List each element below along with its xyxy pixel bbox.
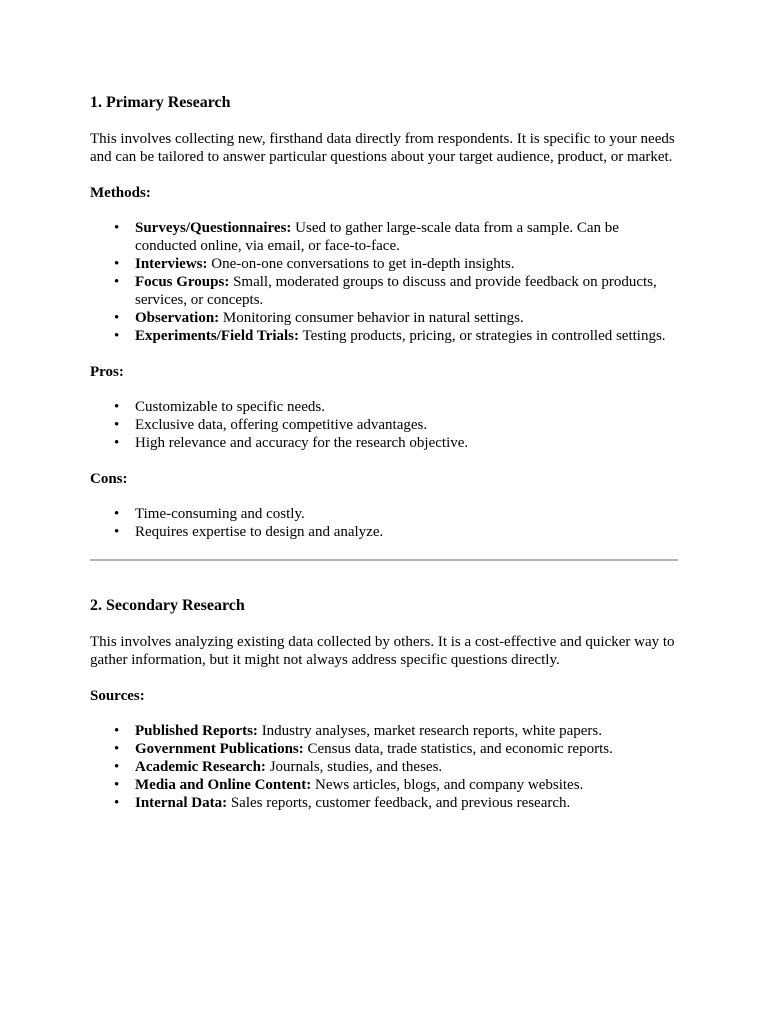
list-item [135, 219, 678, 255]
section-divider [90, 559, 678, 561]
item-lead: Academic Research: [135, 759, 266, 775]
list-item [135, 740, 678, 758]
methods-label: Methods: [90, 185, 151, 201]
item-lead: Surveys/Questionnaires: [135, 220, 292, 236]
list-item [135, 776, 678, 794]
item-lead: Focus Groups: [135, 274, 230, 290]
list-item [135, 255, 678, 273]
methods-list [90, 219, 678, 345]
item-text: Industry analyses, market research reports, white papers. [257, 723, 602, 739]
item-lead: Observation: [135, 310, 220, 326]
item-text: Testing products, pricing, or strategies in controlled settings. [299, 328, 666, 344]
list-item: • Requires expertise to design and analyze. [135, 523, 678, 541]
item-text: Small, moderated groups to discuss and provide feedback on products, services, or concepts. [135, 274, 657, 308]
list-item: • High relevance and accuracy for the research objective. [135, 434, 678, 452]
item-lead: Media and Online Content: [135, 777, 312, 793]
list-item: • Exclusive data, offering competitive advantages. [135, 416, 678, 434]
list-item: • Time-consuming and costly. [135, 505, 678, 523]
item-text: Census data, trade statistics, and economic reports. [303, 741, 613, 757]
sources-list [90, 722, 678, 812]
list-item [135, 758, 678, 776]
item-text: Journals, studies, and theses. [265, 759, 443, 775]
list-item [135, 273, 678, 309]
list-item [135, 794, 678, 812]
item-lead: Interviews: [135, 256, 208, 272]
list-item [135, 309, 678, 327]
item-text: Monitoring consumer behavior in natural settings. [219, 310, 524, 326]
item-lead: Internal Data: [135, 795, 228, 811]
section-1-heading: 1. Primary Research [90, 94, 231, 111]
cons-list [90, 505, 678, 541]
sources-label: Sources: [90, 688, 145, 704]
list-item [135, 722, 678, 740]
item-text: Used to gather large-scale data from a sample. Can be conducted online, via email, or face-to-face. [135, 220, 619, 254]
item-text: Sales reports, customer feedback, and previous research. [227, 795, 571, 811]
section-2-heading: 2. Secondary Research [90, 597, 245, 614]
pros-label: Pros: [90, 364, 124, 380]
item-lead: Government Publications: [135, 741, 304, 757]
list-item: • Customizable to specific needs. [135, 398, 678, 416]
item-lead: Published Reports: [135, 723, 258, 739]
pros-list [90, 398, 678, 452]
item-lead: Experiments/Field Trials: [135, 328, 300, 344]
list-item [135, 327, 678, 345]
section-1-intro: This involves collecting new, firsthand data directly from respondents. It is specific to your needs and can be tailored to answer particular questions about your target audience, product, or market. [90, 131, 675, 165]
cons-label: Cons: [90, 471, 128, 487]
item-text: One-on-one conversations to get in-depth insights. [207, 256, 515, 272]
item-text: News articles, blogs, and company websites. [311, 777, 584, 793]
section-2-intro: This involves analyzing existing data collected by others. It is a cost-effective and quicker way to gather information, but it might not always address specific questions directly. [90, 634, 675, 668]
